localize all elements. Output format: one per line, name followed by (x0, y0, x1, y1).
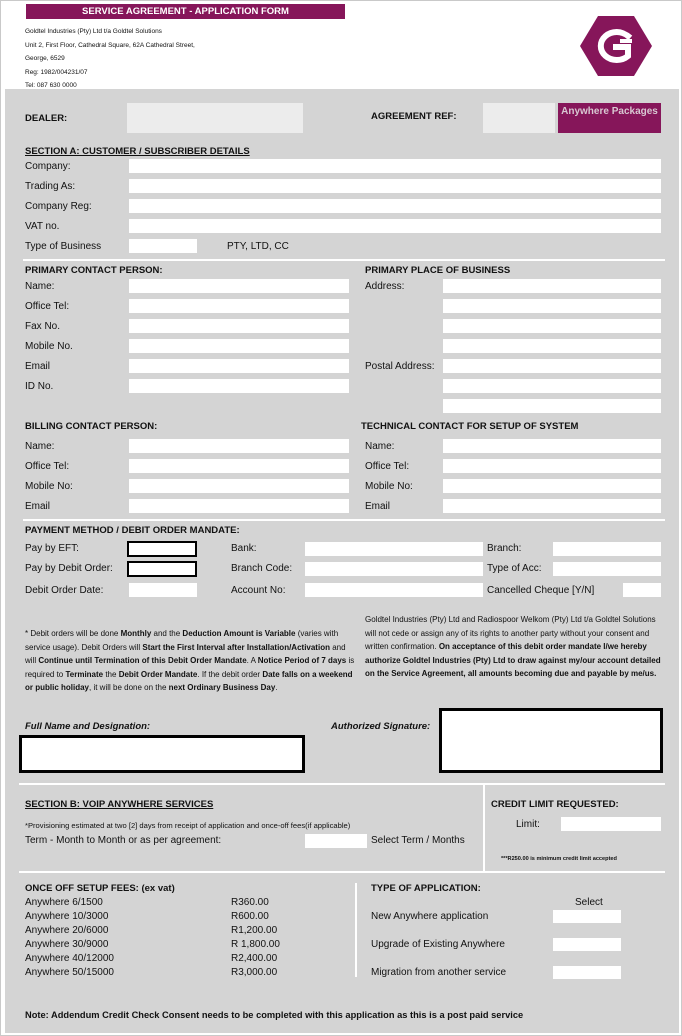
pay-eft-checkbox[interactable] (127, 541, 197, 557)
primary-id-field[interactable] (129, 379, 349, 393)
form-title: SERVICE AGREEMENT - APPLICATION FORM (82, 6, 289, 17)
billing-contact-title: BILLING CONTACT PERSON: (25, 421, 158, 432)
postal-field-line[interactable] (443, 379, 661, 393)
text-run: * Debit orders will be done (25, 629, 121, 638)
tech-email-field[interactable] (443, 499, 661, 513)
text-run: , it will be done on the (89, 683, 169, 693)
option-migration-select[interactable] (553, 966, 621, 979)
primary-mobile-label: Mobile No. (25, 341, 73, 352)
limit-label: Limit: (516, 819, 540, 830)
option-upgrade-label: Upgrade of Existing Anywhere (371, 939, 505, 950)
postal-field-line[interactable] (443, 399, 661, 413)
option-migration-label: Migration from another service (371, 967, 507, 978)
agreement-ref-label: AGREEMENT REF: (371, 111, 457, 122)
tech-email-label: Email (365, 501, 391, 512)
billing-email-field[interactable] (129, 499, 349, 513)
option-new-label: New Anywhere application (371, 911, 489, 922)
agreement-ref-field[interactable] (483, 103, 555, 133)
branch-code-field[interactable] (305, 562, 483, 576)
credit-limit-title: CREDIT LIMIT REQUESTED: (491, 799, 619, 810)
signature-field[interactable] (439, 708, 663, 773)
text-run: Start the First Interval after Installation/Activation (142, 642, 330, 652)
type-of-acc-field[interactable] (553, 562, 661, 576)
section-b-title: SECTION B: VOIP ANYWHERE SERVICES (25, 799, 214, 810)
primary-fax-label: Fax No. (25, 321, 61, 332)
technical-contact-title: TECHNICAL CONTACT FOR SETUP OF SYSTEM (361, 421, 579, 432)
fee-price: R3,000.00 (231, 967, 278, 978)
company-label: Company: (25, 161, 71, 172)
primary-office-tel-field[interactable] (129, 299, 349, 313)
package-badge (558, 103, 661, 133)
select-term-label: Select Term / Months (371, 835, 465, 846)
text-run: . A (246, 656, 258, 666)
billing-office-tel-label: Office Tel: (25, 461, 70, 472)
primary-email-label: Email (25, 361, 51, 372)
billing-email-label: Email (25, 501, 51, 512)
business-type-label: Type of Business (25, 241, 102, 252)
debit-order-terms (25, 627, 357, 695)
primary-contact-title: PRIMARY CONTACT PERSON: (25, 265, 163, 276)
primary-name-label: Name: (25, 281, 55, 292)
tech-name-field[interactable] (443, 439, 661, 453)
payment-title: PAYMENT METHOD / DEBIT ORDER MANDATE: (25, 525, 240, 536)
address-field-line[interactable] (443, 319, 661, 333)
tech-name-label: Name: (365, 441, 395, 452)
term-label: Term - Month to Month or as per agreement: (25, 835, 222, 846)
text-run: Terminate (65, 669, 104, 679)
column-divider (355, 883, 357, 977)
bank-label: Bank: (231, 543, 257, 554)
tech-office-tel-field[interactable] (443, 459, 661, 473)
type-of-acc-label: Type of Acc: (487, 563, 542, 574)
branch-label: Branch: (487, 543, 522, 554)
business-type-options: PTY, LTD, CC (227, 241, 289, 252)
text-run: Monthly (120, 629, 152, 638)
business-type-field[interactable] (129, 239, 197, 253)
full-name-label: Full Name and Designation: (25, 721, 151, 732)
section-a-title: SECTION A: CUSTOMER / SUBSCRIBER DETAILS (25, 146, 250, 157)
column-divider (483, 785, 485, 871)
fee-plan: Anywhere 10/3000 (25, 911, 109, 922)
primary-place-title: PRIMARY PLACE OF BUSINESS (365, 265, 511, 276)
primary-mobile-field[interactable] (129, 339, 349, 353)
option-upgrade-select[interactable] (553, 938, 621, 951)
text-run: and will (25, 642, 346, 666)
dealer-label: DEALER: (25, 113, 68, 124)
divider (23, 259, 665, 261)
debit-date-label: Debit Order Date: (25, 585, 104, 596)
bank-field[interactable] (305, 542, 483, 556)
company-reg-field[interactable] (129, 199, 661, 213)
fee-price: R 1,800.00 (231, 939, 280, 950)
text-run: . If the debit order (197, 669, 263, 679)
trading-as-field[interactable] (129, 179, 661, 193)
term-field[interactable] (305, 834, 367, 848)
text-run: is required to (25, 656, 355, 679)
address-field-line[interactable] (443, 299, 661, 313)
fee-plan: Anywhere 6/1500 (25, 897, 103, 908)
cancelled-cheque-label: Cancelled Cheque [Y/N] (487, 585, 595, 596)
option-new-select[interactable] (553, 910, 621, 923)
account-no-field[interactable] (305, 583, 483, 597)
setup-fees-title: ONCE OFF SETUP FEES: (ex vat) (25, 883, 175, 894)
text-run: Goldtel Industries (Pty) Ltd and Radiospoor Welkom (Pty) Ltd t/a Goldtel Solutions will not cede or assign any of its rights to another party without your consent and written confirmation. (365, 615, 656, 652)
package-label: Anywhere Packages (561, 106, 658, 117)
company-line: Reg: 1982/004231/07 (25, 68, 88, 76)
branch-field[interactable] (553, 542, 661, 556)
postal-field-line[interactable] (443, 359, 661, 373)
fee-price: R600.00 (231, 911, 269, 922)
primary-id-label: ID No. (25, 381, 54, 392)
company-line: George, 6529 (25, 55, 65, 62)
debit-date-field[interactable] (129, 583, 197, 597)
text-run: Continue until Termination of this Debit Order Mandate (38, 656, 247, 666)
mandate-authorization (365, 613, 661, 681)
text-run: the (103, 669, 119, 679)
provisioning-note: *Provisioning estimated at two [2] days from receipt of application and once-off fees(if applicable) (25, 821, 351, 830)
billing-office-tel-field[interactable] (129, 459, 349, 473)
dealer-field[interactable] (127, 103, 303, 133)
fee-plan: Anywhere 50/15000 (25, 967, 114, 978)
address-field-line[interactable] (443, 339, 661, 353)
text-run: On acceptance of this debit order mandate I/we hereby authorize Goldtel Industries (Pty) Ltd to draw against my/our account detailed on the Service Agreement, all amounts becoming due and payable by me/us. (365, 642, 661, 679)
pay-debit-label: Pay by Debit Order: (25, 563, 113, 574)
text-run: and the (151, 629, 183, 638)
pay-eft-label: Pay by EFT: (25, 543, 79, 554)
company-logo-icon (580, 14, 652, 78)
pay-debit-checkbox[interactable] (127, 561, 197, 577)
primary-name-field[interactable] (129, 279, 349, 293)
fee-price: R360.00 (231, 897, 269, 908)
divider (19, 783, 665, 785)
tech-mobile-field[interactable] (443, 479, 661, 493)
text-run: . (275, 683, 278, 693)
company-field[interactable] (129, 159, 661, 173)
vat-label: VAT no. (25, 221, 60, 232)
fee-price: R1,200.00 (231, 925, 278, 936)
application-type-title: TYPE OF APPLICATION: (371, 883, 481, 894)
trading-as-label: Trading As: (25, 181, 76, 192)
text-run: (varies with service usage). Debit Orders will (25, 629, 339, 652)
text-run: Debit Order Mandate (118, 669, 198, 679)
primary-fax-field[interactable] (129, 319, 349, 333)
account-no-label: Account No: (231, 585, 286, 596)
authorized-signature-label: Authorized Signature: (331, 721, 431, 732)
text-run: Deduction Amount is Variable (182, 629, 296, 638)
tech-office-tel-label: Office Tel: (365, 461, 410, 472)
company-line: Tel: 087 630 0000 (25, 82, 77, 89)
billing-mobile-label: Mobile No: (25, 481, 73, 492)
vat-field[interactable] (129, 219, 661, 233)
primary-office-tel-label: Office Tel: (25, 301, 70, 312)
divider (23, 519, 665, 521)
tech-mobile-label: Mobile No: (365, 481, 413, 492)
fee-plan: Anywhere 40/12000 (25, 953, 114, 964)
form-title-banner (26, 4, 345, 19)
billing-mobile-field[interactable] (129, 479, 349, 493)
text-run: Date falls on a weekend or public holiday (25, 669, 353, 693)
fee-plan: Anywhere 20/6000 (25, 925, 109, 936)
limit-field[interactable] (561, 817, 661, 831)
postal-address-label: Postal Address: (365, 361, 435, 372)
text-run: Notice Period of 7 days (257, 656, 347, 666)
company-details (25, 25, 195, 93)
billing-name-label: Name: (25, 441, 55, 452)
select-column-label: Select (575, 897, 603, 908)
cancelled-cheque-field[interactable] (623, 583, 661, 597)
credit-limit-note: ***R250.00 is minimum credit limit accepted (501, 856, 617, 862)
company-line: Unit 2, First Floor, Cathedral Square, 62A Cathedral Street, (25, 41, 195, 49)
fee-price: R2,400.00 (231, 953, 278, 964)
fee-plan: Anywhere 30/9000 (25, 939, 109, 950)
company-reg-label: Company Reg: (25, 201, 92, 212)
branch-code-label: Branch Code: (231, 563, 293, 574)
address-label: Address: (365, 281, 405, 292)
primary-email-field[interactable] (129, 359, 349, 373)
text-run: next Ordinary Business Day (168, 683, 276, 693)
divider (19, 871, 665, 873)
full-name-field[interactable] (19, 735, 305, 773)
footer-note: Note: Addendum Credit Check Consent needs to be completed with this application as this is a post paid service (25, 1010, 524, 1020)
billing-name-field[interactable] (129, 439, 349, 453)
address-field-line[interactable] (443, 279, 661, 293)
company-line: Goldtel Industries (Pty) Ltd t/a Goldtel Solutions (25, 28, 162, 35)
